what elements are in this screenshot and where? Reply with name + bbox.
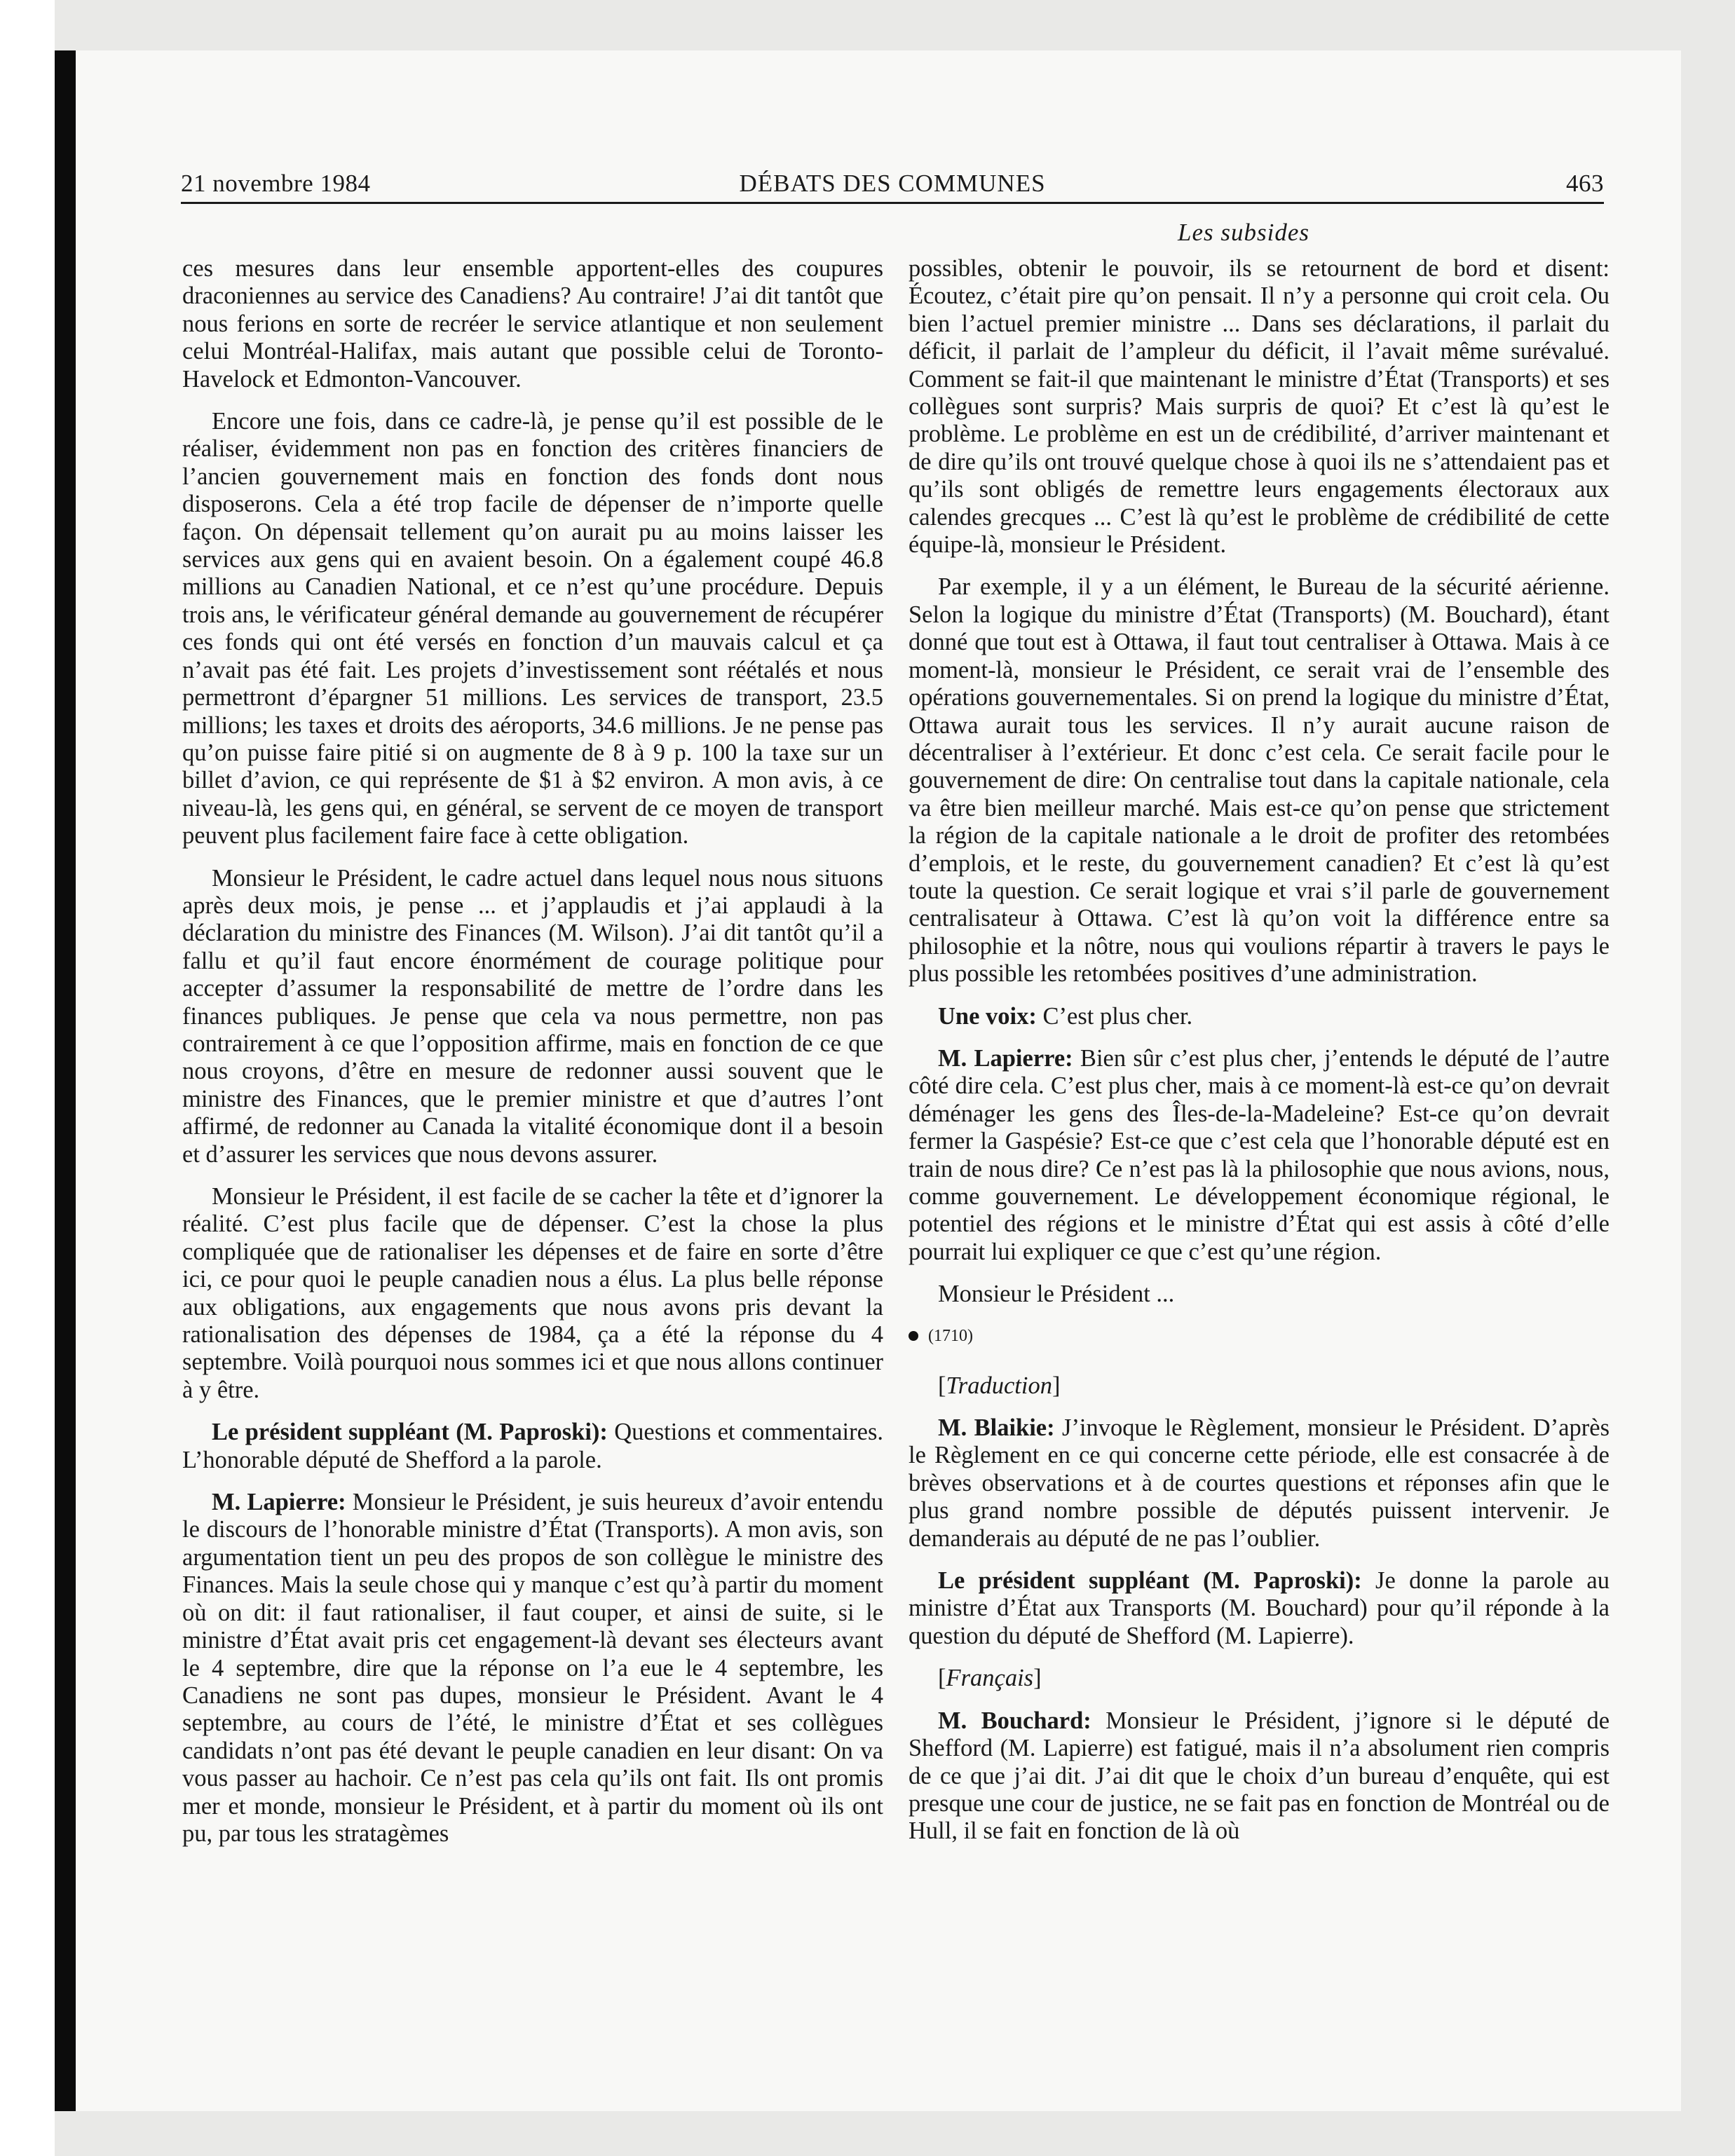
speech-text: Monsieur le Président, j’ignore si le député de Shefford (M. Lapierre) est fatigué, mais il n’a absolument rien compris de ce que j’ai dit. J’ai dit que le choix d’un bureau d’enquête, qui est presque une cour de justice, ne se fait pas en fonction de Montréal ou de Hull, il se fait en fonction de là où bbox=[909, 1707, 1610, 1845]
running-header bbox=[181, 165, 1604, 202]
speech-text: Questions et commentaires. L’honorable député de Shefford a la parole. bbox=[182, 1419, 883, 1473]
speech-paragraph bbox=[909, 1045, 1610, 1266]
speech-text: C’est plus cher. bbox=[1036, 1002, 1193, 1030]
time-marker bbox=[909, 1323, 1610, 1349]
speech-paragraph bbox=[909, 1567, 1610, 1650]
speech-text: Bien sûr c’est plus cher, j’entends le député de l’autre côté dire cela. C’est plus cher, mais à ce moment-là est-ce qu’on devrait déménager les gens des Îles-de-la-Madeleine? Est-ce qu’on devrait fermer la Gaspésie? Est-ce que c’est cela que l’honorable député est en train de nous dire? Ce n’est pas là la philosophie que nous avions, nous, comme gouvernement. Le développement économique régional, le potentiel des régions et le ministre d’État qui est assis à côté d’elle pourrait lui expliquer ce que c’est qu’une région. bbox=[909, 1044, 1610, 1265]
paragraph: possibles, obtenir le pouvoir, ils se retournent de bord et disent: Écoutez, c’était pire qu’on pensait. Il n’y a personne qui croit cela. Ou bien l’actuel premier ministre ... Dans ses déclarations, il parlait du déficit, il parlait de l’ampleur du déficit, il l’avait même surévalué. Comment se fait-il que maintenant le ministre d’État (Transports) et ses collègues sont surpris? Mais surpris de quoi? Et c’est là qu’est le problème. Le problème en est un de crédibilité, d’arriver maintenant et de dire qu’ils ont trouvé quelque chose à quoi ils ne s’attendaient pas et qu’ils sont obligés de remettre leurs engagements électoraux aux calendes grecques ... C’est là qu’est le problème de crédibilité de cette équipe-là, monsieur le Président. bbox=[909, 255, 1610, 559]
page-number: 463 bbox=[1566, 170, 1604, 197]
header-rule bbox=[181, 202, 1604, 204]
speaker-name: M. Lapierre: bbox=[212, 1489, 346, 1516]
speech-text: Monsieur le Président, je suis heureux d’avoir entendu le discours de l’honorable ministre d’État (Transports). A mon avis, son argumentation tient un peu des propos de son collègue le ministre des Finances. Mais la seule chose qui y manque c’est qu’à partir du moment où on dit: il faut rationaliser, il faut couper, et ainsi de suite, si le ministre d’État avait pris cet engagement-là devant ses électeurs avant le 4 septembre, dire que la réponse on l’a eue le 4 septembre, les Canadiens ne sont pas dupes, monsieur le Président. Avant le 4 septembre, au cours de l’été, le ministre d’État et ses collègues candidats n’ont pas été devant le peuple canadien en leur disant: On va vous passer au hachoir. Ce n’est pas cela qu’ils ont fait. Ils ont promis mer et monde, monsieur le Président, et à partir du moment où ils ont pu, par tous les stratagèmes bbox=[182, 1489, 883, 1847]
speech-paragraph bbox=[182, 1419, 883, 1474]
language-label-translation: [Traduction] bbox=[938, 1372, 1061, 1399]
speaker-name: M. Lapierre: bbox=[938, 1044, 1073, 1072]
speech-paragraph bbox=[182, 1489, 883, 1848]
language-label-francais: [Français] bbox=[938, 1665, 1042, 1692]
speaker-name: Le président suppléant (M. Paproski): bbox=[938, 1567, 1362, 1595]
header-title: DÉBATS DES COMMUNES bbox=[739, 170, 1046, 197]
language-label-text: Français bbox=[946, 1665, 1034, 1692]
speech-paragraph bbox=[909, 1003, 1610, 1030]
timestamp-text: (1710) bbox=[928, 1326, 973, 1345]
speaker-name: Une voix: bbox=[938, 1002, 1037, 1030]
paragraph: Par exemple, il y a un élément, le Bureau de la sécurité aérienne. Selon la logique du ministre d’État (Transports) (M. Bouchard), étant donné que tout est à Ottawa, il faut tout centraliser à Ottawa. Mais à ce moment-là, monsieur le Président, ce serait vrai de l’ensemble des opérations gouvernementales. Si on prend la logique du ministre d’État, Ottawa aurait tous les services. Il n’y aurait aucune raison de décentraliser à l’extérieur. Et donc c’est cela. Ce serait facile pour le gouvernement de dire: On centralise tout dans la capitale nationale, cela va être bien meilleur marché. Mais est-ce qu’on pense que strictement la région de la capitale nationale a le droit de profiter des retombées d’emplois, et le reste, du gouvernement canadien? Et c’est là qu’est toute la question. Ce serait logique et vrai s’il parle de gouvernement centralisateur à Ottawa. C’est là qu’on voit la différence entre sa philosophie et la nôtre, nous qui voulions répartir à travers le pays le plus possible les retombées positives d’une administration. bbox=[909, 573, 1610, 988]
paragraph: Monsieur le Président, le cadre actuel dans lequel nous nous situons après deux mois, je pense ... et j’applaudis et j’ai applaudi à la déclaration du ministre des Finances (M. Wilson). J’ai dit tantôt qu’il a fallu et qu’il faut encore énormément de courage politique pour accepter d’assumer la responsabilité de mettre de l’ordre dans les finances publiques. Je pense que cela va nous permettre, non pas contrairement à ce que l’opposition affirme, mais en fonction de ce que nous croyons, d’être en mesure de redonner aussi souvent que le ministre des Finances, que le premier ministre et que d’autres l’ont affirmé, de redonner au Canada la vitalité économique dont il a besoin et d’assurer les services que nous devons assurer. bbox=[182, 864, 883, 1168]
bullet-icon bbox=[909, 1331, 918, 1341]
paragraph: ces mesures dans leur ensemble apportent-elles des coupures draconiennes au service des Canadiens? Au contraire! J’ai dit tantôt que nous ferions en sorte de recréer le service atlantique et non seulement celui Montréal-Halifax, mais autant que possible celui de Toronto-Havelock et Edmonton-Vancouver. bbox=[182, 255, 883, 393]
language-label-text: Traduction bbox=[946, 1372, 1052, 1399]
speaker-name: M. Bouchard: bbox=[938, 1707, 1091, 1734]
scan-margin bbox=[0, 0, 55, 2156]
header-date: 21 novembre 1984 bbox=[181, 170, 371, 197]
paragraph: Monsieur le Président ... bbox=[938, 1281, 1175, 1308]
speaker-name: Le président suppléant (M. Paproski): bbox=[212, 1419, 608, 1446]
speaker-name: M. Blaikie: bbox=[938, 1414, 1055, 1442]
right-column bbox=[909, 255, 1610, 1860]
speech-paragraph bbox=[909, 1707, 1610, 1845]
paragraph: Monsieur le Président, il est facile de se cacher la tête et d’ignorer la réalité. C’est plus facile que de dépenser. C’est la chose la plus compliquée que de rationaliser les dépenses et de faire en sorte d’être ici, ce pour quoi le peuple canadien nous a élus. La plus belle réponse aux obligations, aux engagements que nous avons pris devant la rationalisation des dépenses de 1984, ça a été la réponse du 4 septembre. Voilà pourquoi nous sommes ici et que nous allons continuer à y être. bbox=[182, 1183, 883, 1403]
speech-text: Je donne la parole au ministre d’État aux Transports (M. Bouchard) pour qu’il réponde à la question du député de Shefford (M. Lapierre). bbox=[909, 1567, 1610, 1649]
left-column bbox=[182, 255, 883, 1862]
paragraph: Encore une fois, dans ce cadre-là, je pense qu’il est possible de le réaliser, évidemment non pas en fonction des critères financiers de l’ancien gouvernement mais en fonction des fonds dont nous disposerons. Cela a été trop facile de dépenser de n’importe quelle façon. On dépensait tellement qu’on aurait pu au moins laisser les services aux gens qui en avaient besoin. On a également coupé 46.8 millions au Canadien National, et ce n’est qu’une procédure. Depuis trois ans, le vérificateur général demande au gouvernement de récupérer ces fonds qui ont été versés en fonction d’un mauvais calcul et ça n’avait pas été fait. Les projets d’investissement sont réétalés et nous permettront d’épargner 51 millions. Les services de transport, 23.5 millions; les taxes et droits des aéroports, 34.6 millions. Je ne pense pas qu’on puisse faire pitié si on augmente de 8 à 9 p. 100 la taxe sur un billet d’avion, ce qui représente de $1 à $2 environ. A mon avis, à ce niveau-là, les gens qui, en général, se servent de ce moyen de transport peuvent plus facilement faire face à cette obligation. bbox=[182, 408, 883, 850]
speech-text: J’invoque le Règlement, monsieur le Président. D’après le Règlement en ce qui concerne cette période, elle est consacrée à de brèves observations et à de courtes questions et réponses afin que le plus grand nombre possible de députés puissent intervenir. Je demanderais au député de ne pas l’oublier. bbox=[909, 1414, 1610, 1552]
scan-binding-shadow bbox=[55, 50, 76, 2111]
speech-paragraph bbox=[909, 1414, 1610, 1553]
section-subhead: Les subsides bbox=[1178, 219, 1309, 246]
